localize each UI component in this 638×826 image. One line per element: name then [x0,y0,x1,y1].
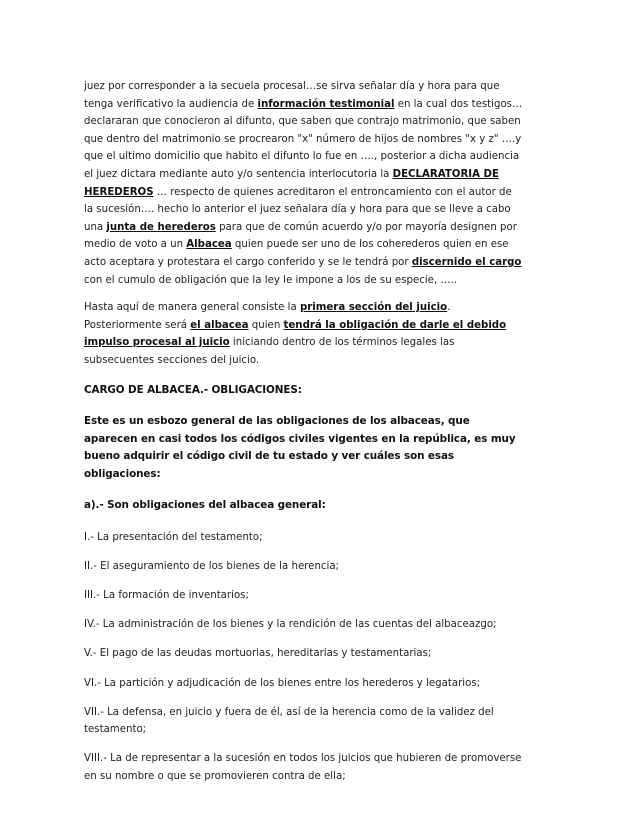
text-segment: . Posteriormente será [84,302,451,331]
list-item: III.- La formación de inventarios; [84,590,249,602]
text-segment: juez por corresponder a la secuela procesal…se sirva señalar día y hora para que tenga verificativo la audiencia de [84,81,500,110]
document-page [84,78,524,797]
section-heading: CARGO DE ALBACEA.- OBLIGACIONES: [84,383,302,396]
highlight-primera-seccion: primera sección del juicio [299,302,448,314]
obligations-subheading: a).- Son obligaciones del albacea general: [84,499,326,512]
paragraph-summary [84,299,524,369]
highlight-albacea: Albacea [186,239,232,251]
text-segment: con el cumulo de obligación que la ley le impone a los de su especie, ….. [84,274,458,286]
list-item: I.- La presentación del testamento; [84,532,263,544]
highlight-discernido-cargo: discernido el cargo [411,256,522,268]
text-segment: … respecto de quienes acreditaron el entroncamiento con el autor de la sucesión…. hecho lo anterior el juez señalara día y hora para que se lleve a cabo una [84,186,512,233]
list-item: V.- El pago de las deudas mortuorias, hereditarias y testamentarias; [84,648,432,660]
obligations-list [84,529,524,785]
list-item: II.- El aseguramiento de los bienes de la herencia; [84,561,340,573]
highlight-declaratoria-herederos: DECLARATORIA DE HEREDEROS [84,168,499,198]
list-item: VII.- La defensa, en juicio y fuera de él, así de la herencia como de la validez del testamento; [84,706,494,736]
text-segment: quien [248,319,284,331]
text-segment: iniciando dentro de los términos legales las subsecuentes secciones del juicio. [84,337,455,366]
intro-paragraph: Este es un esbozo general de las obligaciones de los albaceas, que aparecen en casi todos los códigos civiles vigentes en la república, es muy bueno adquirir el código civil de tu estado y ver cuáles son esas obligaciones: [84,415,516,480]
highlight-el-albacea: el albacea [190,319,249,331]
highlight-informacion-testimonial: información testimonial [257,98,395,110]
list-item: IV.- La administración de los bienes y la rendición de las cuentas del albaceazgo; [84,619,497,631]
highlight-impulso-procesal: tendrá la obligación de darle el debido impulso procesal al juicio [84,319,507,349]
text-segment: para que de común acuerdo y/o por mayoría designen por medio de voto a un [84,221,517,251]
list-item: VI.- La partición y adjudicación de los bienes entre los herederos y legatarios; [84,677,481,689]
text-segment: en la cual dos testigos… declararan que conocieron al difunto, que saben que contrajo matrimonio, que saben que dentro del matrimonio se procrearon "x" número de hijos de nombres "x y z" ….y que el ultimo domicilio que habito el difunto lo fue en …., posterior a dicha audiencia el juez dictara mediante auto y/o sentencia interlocutoria la [84,98,523,180]
paragraph-procedure [84,78,524,289]
text-segment: Hasta aquí de manera general consiste la [84,302,300,314]
list-item: VIII.- La de representar a la sucesión en todos los juicios que hubieren de promoverse en su nombre o que se promovieren contra de ella; [84,753,522,782]
text-segment: quien puede ser uno de los coherederos quien en ese acto aceptara y protestara el cargo conferido y se le tendrá por [84,239,509,268]
highlight-junta-herederos: junta de herederos [106,221,216,233]
